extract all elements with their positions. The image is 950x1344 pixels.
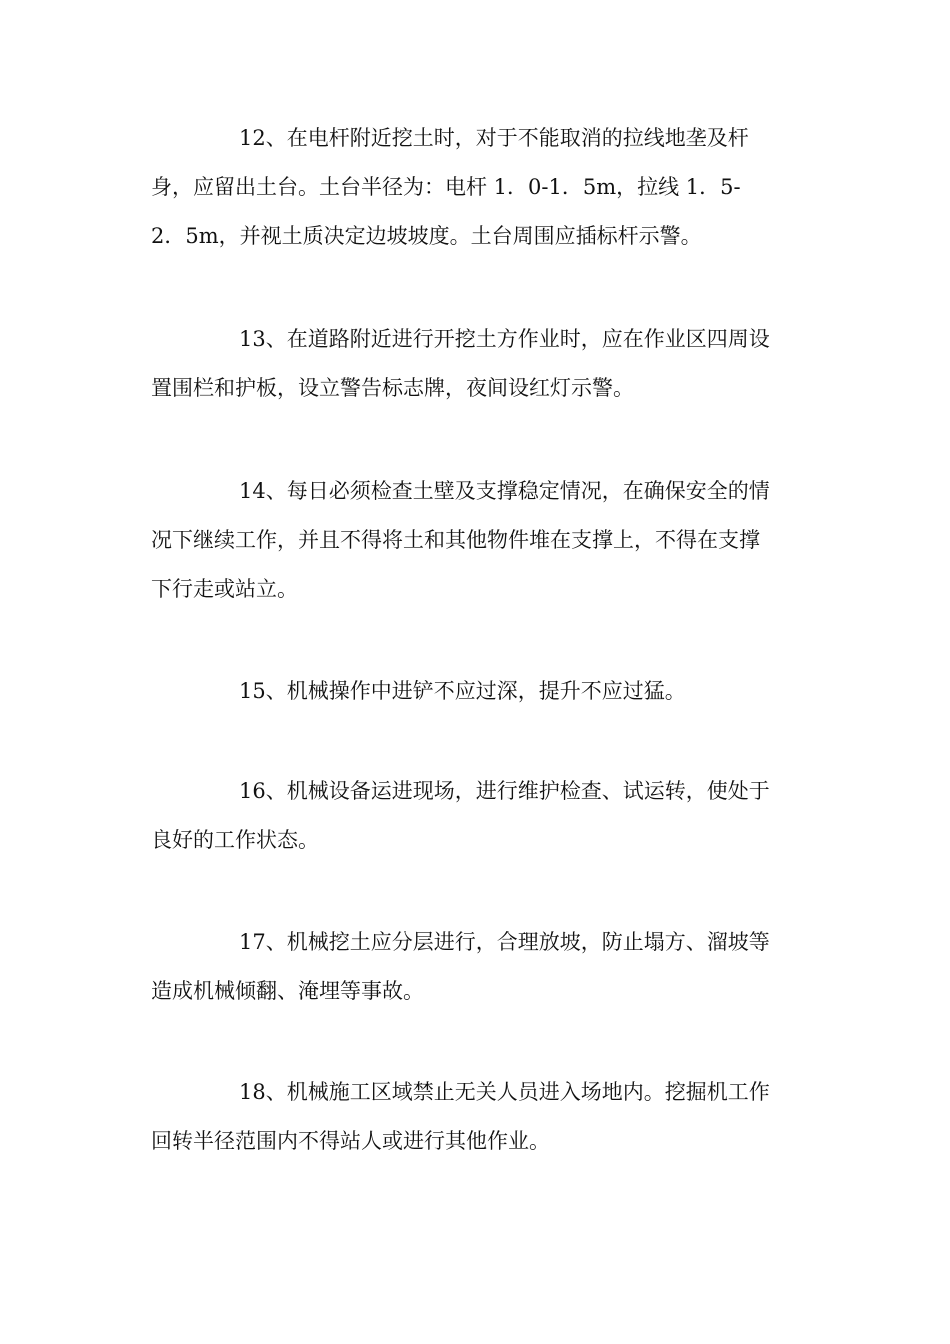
paragraph-line: 15、机械操作中进铲不应过深，提升不应过猛。 [239, 679, 686, 703]
paragraph-line: 造成机械倾翻、淹埋等事故。 [151, 979, 424, 1003]
paragraph-line: 2．5m，并视土质决定边坡坡度。土台周围应插标杆示警。 [151, 224, 702, 248]
paragraph-line: 良好的工作状态。 [151, 828, 319, 852]
paragraph-line: 12、在电杆附近挖土时，对于不能取消的拉线地垄及杆 [239, 126, 749, 150]
paragraph-line: 回转半径范围内不得站人或进行其他作业。 [151, 1129, 550, 1153]
paragraph-line: 下行走或站立。 [151, 577, 298, 601]
paragraph-line: 13、在道路附近进行开挖土方作业时，应在作业区四周设 [239, 327, 770, 351]
paragraph-line: 14、每日必须检查土壁及支撑稳定情况，在确保安全的情 [239, 479, 770, 503]
paragraph-line: 18、机械施工区域禁止无关人员进入场地内。挖掘机工作 [239, 1080, 770, 1104]
paragraph-line: 身，应留出土台。土台半径为：电杆 1．0-1．5m，拉线 1．5- [151, 175, 741, 199]
paragraph-line: 置围栏和护板，设立警告标志牌，夜间设红灯示警。 [151, 376, 634, 400]
paragraph-line: 17、机械挖土应分层进行，合理放坡，防止塌方、溜坡等 [239, 930, 770, 954]
paragraph-line: 况下继续工作，并且不得将土和其他物件堆在支撑上，不得在支撑 [151, 528, 760, 552]
paragraph-line: 16、机械设备运进现场，进行维护检查、试运转，使处于 [239, 779, 770, 803]
